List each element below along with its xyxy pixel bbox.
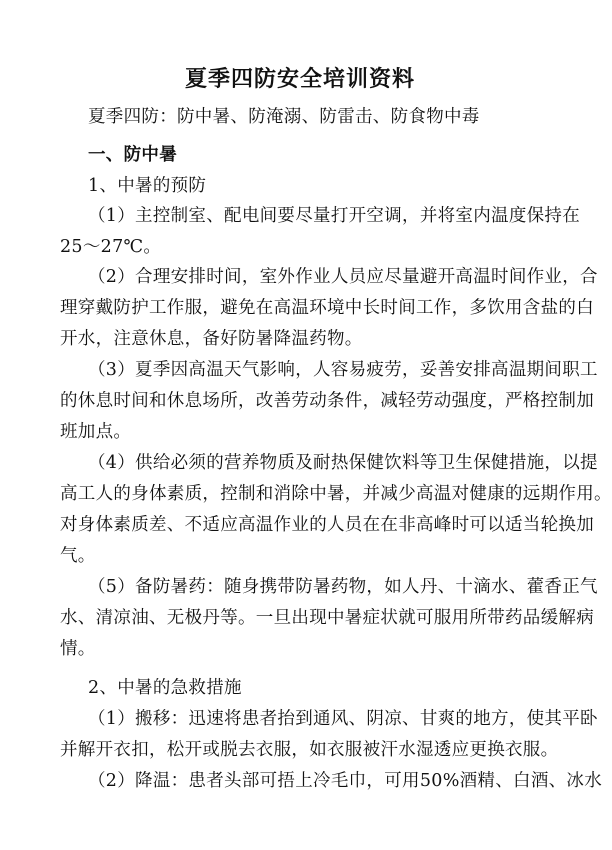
document-title: 夏季四防安全培训资料 — [184, 67, 415, 92]
paragraph-line: 的休息时间和休息场所，改善劳动条件，减轻劳动强度，严格控制加 — [60, 391, 594, 411]
paragraph-line: （1）主控制室、配电间要尽量打开空调，并将室内温度保持在 — [88, 206, 581, 226]
paragraph-line: （5）备防暑药：随身携带防暑药物，如人丹、十滴水、藿香正气 — [88, 577, 598, 597]
subsection-heading-prevention: 1、中暑的预防 — [88, 176, 207, 196]
intro-text: 夏季四防：防中暑、防淹溺、防雷击、防食物中毒 — [88, 107, 480, 127]
paragraph-line: 高工人的身体素质，控制和消除中暑，并减少高温对健康的远期作用。 — [60, 484, 612, 504]
paragraph-line: 情。 — [60, 639, 96, 659]
paragraph-line: 对身体素质差、不适应高温作业的人员在在非高峰时可以适当轮换加 — [60, 515, 594, 535]
paragraph-line: （2）合理安排时间，室外作业人员应尽量避开高温时间作业，合 — [88, 267, 598, 287]
paragraph-line: 班加点。 — [60, 422, 132, 442]
subsection-heading-first-aid: 2、中暑的急救措施 — [88, 678, 242, 698]
paragraph-line: 25～27℃。 — [60, 237, 162, 257]
paragraph-line: （1）搬移：迅速将患者抬到通风、阴凉、甘爽的地方，使其平卧 — [88, 709, 598, 729]
paragraph-line: 并解开衣扣，松开或脱去衣服，如衣服被汗水湿透应更换衣服。 — [60, 740, 559, 760]
paragraph-line: （3）夏季因高温天气影响，人容易疲劳，妥善安排高温期间职工 — [88, 360, 598, 380]
paragraph-line: （4）供给必须的营养物质及耐热保健饮料等卫生保健措施，以提 — [88, 453, 598, 473]
section-heading-heatstroke: 一、防中暑 — [88, 145, 177, 165]
paragraph-line: 水、清凉油、无极丹等。一旦出现中暑症状就可服用所带药品缓解病 — [60, 608, 594, 628]
paragraph-line: 理穿戴防护工作服，避免在高温环境中长时间工作，多饮用含盐的白 — [60, 298, 594, 318]
paragraph-line: 气。 — [60, 546, 96, 566]
paragraph-line: （2）降温：患者头部可捂上冷毛巾，可用50%酒精、白酒、冰水 — [88, 771, 603, 791]
paragraph-line: 开水，注意休息，备好防暑降温药物。 — [60, 329, 363, 349]
